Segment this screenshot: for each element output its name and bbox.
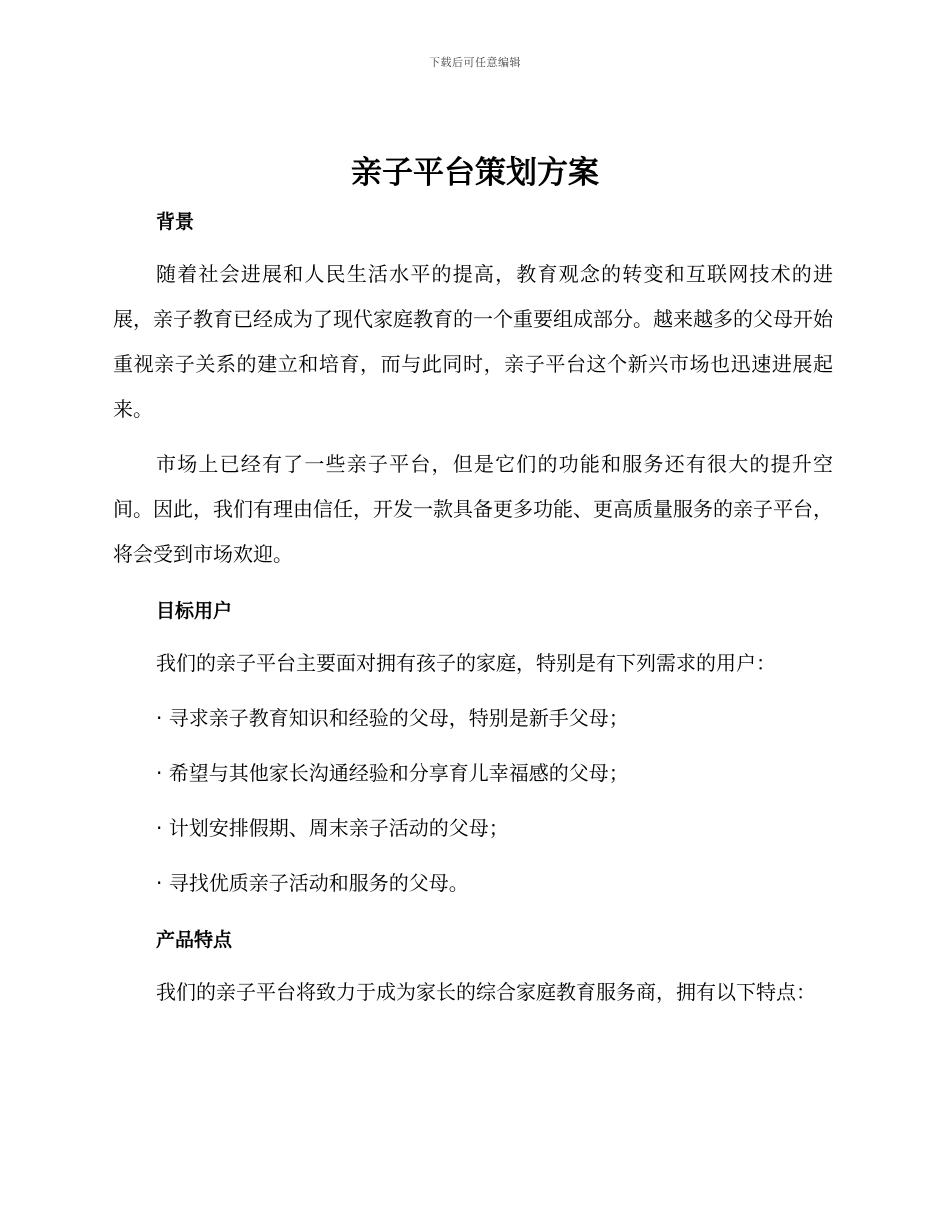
section-heading-target-users: 目标用户 bbox=[156, 600, 233, 622]
target-user-bullet-4: · 寻找优质亲子活动和服务的父母。 bbox=[156, 871, 469, 895]
section-heading-product-features: 产品特点 bbox=[156, 929, 233, 951]
document-title: 亲子平台策划方案 bbox=[351, 155, 599, 191]
background-paragraph-1: 随着社会进展和人民生活水平的提高，教育观念的转变和互联网技术的进展，亲子教育已经成为了现代家庭教育的一个重要组成部分。越来越多的父母开始重视亲子关系的建立和培育，而与此同时，亲子平台这个新兴市场也迅速进展起来。 bbox=[113, 262, 833, 421]
target-user-bullet-1: · 寻求亲子教育知识和经验的父母，特别是新手父母； bbox=[156, 706, 629, 730]
target-user-bullet-3: · 计划安排假期、周末亲子活动的父母； bbox=[156, 816, 509, 840]
product-features-intro: 我们的亲子平台将致力于成为家长的综合家庭教育服务商，拥有以下特点： bbox=[156, 980, 816, 1004]
section-heading-background: 背景 bbox=[156, 211, 195, 233]
header-note: 下载后可任意编辑 bbox=[429, 56, 521, 69]
document-body bbox=[113, 202, 833, 1015]
target-user-bullet-2: · 希望与其他家长沟通经验和分享育儿幸福感的父母； bbox=[156, 761, 629, 785]
target-users-intro: 我们的亲子平台主要面对拥有孩子的家庭，特别是有下列需求的用户： bbox=[156, 651, 776, 675]
background-paragraph-2: 市场上已经有了一些亲子平台，但是它们的功能和服务还有很大的提升空间。因此，我们有理由信任，开发一款具备更多功能、更高质量服务的亲子平台，将会受到市场欢迎。 bbox=[113, 452, 833, 566]
